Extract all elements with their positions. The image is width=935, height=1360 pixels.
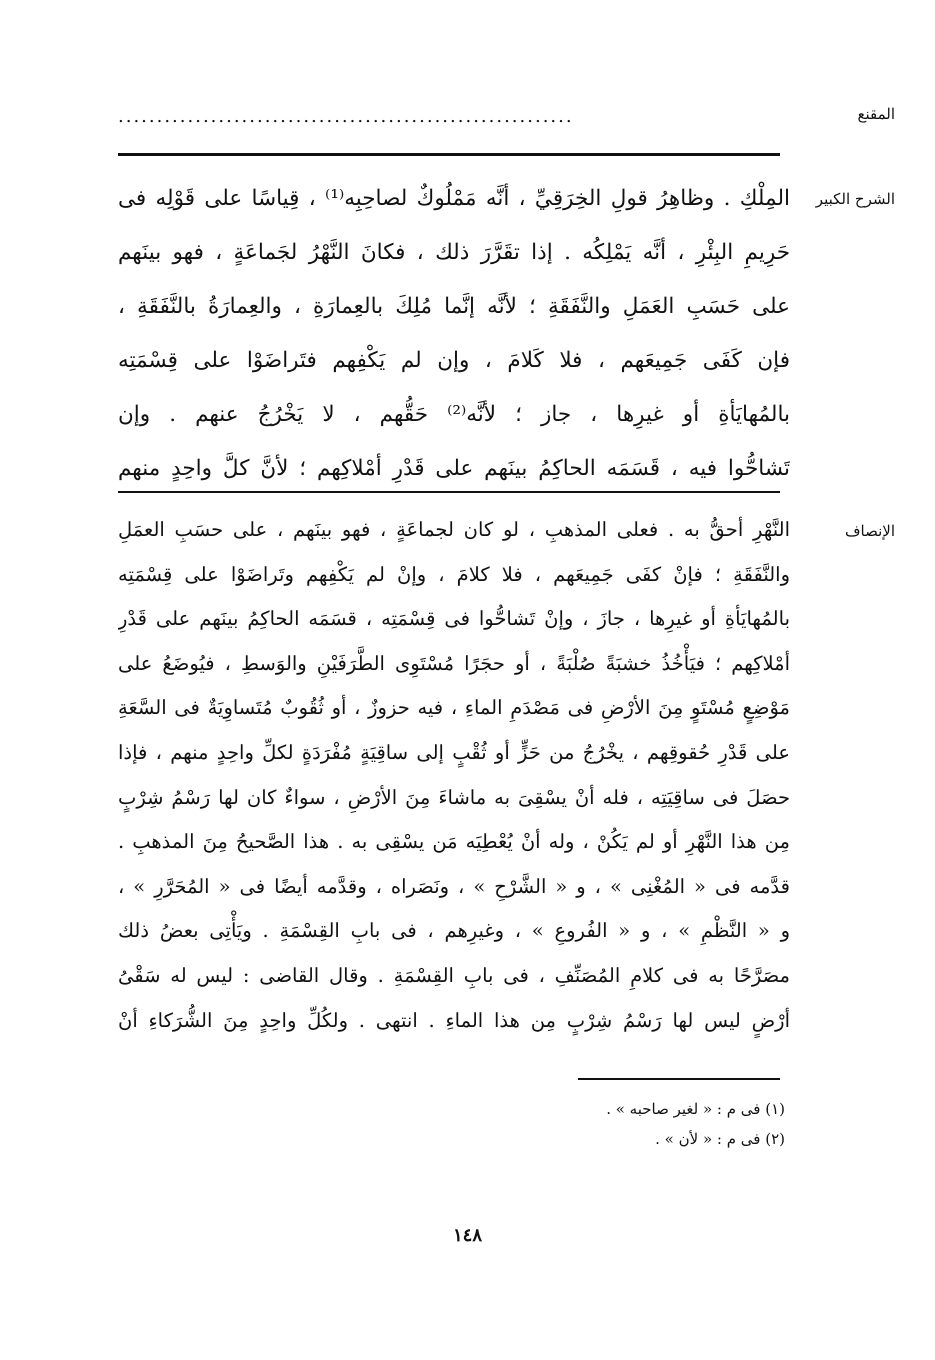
text-line: حَرِيمِ البِئْرِ ، أنَّه يَمْلِكُه . إذا تقَرَّرَ ذلك ، فكانَ النَّهْرُ لجَماعَةٍ ، فهو بينَهم <box>118 240 790 265</box>
section-label-sharh: الشرح الكبير <box>815 190 895 208</box>
section-label-insaf: الإنصاف <box>844 522 895 540</box>
text-line: مِن هذا النَّهْرِ أو لم يَكُنْ ، وله أنْ يُعْطِيَه مَن يسْقِى به . هذا الصَّحيحُ مِنَ المذهبِ . <box>118 830 790 854</box>
footnote-rule <box>578 1078 780 1080</box>
running-title: المقنع <box>857 105 895 123</box>
text-line: فإن كَفَى جَمِيعَهم ، فلا كَلامَ ، وإن لم يَكْفِهم فتَراضَوْا على قِسْمَتِه <box>118 348 790 373</box>
footnotes <box>285 1094 785 1154</box>
insaf-text-block <box>118 508 790 1043</box>
footnote: (٢) فى م : « لأن » . <box>655 1130 785 1148</box>
text-line: تَشاحُّوا فيه ، قَسَمَه الحاكِمُ بينَهم على قَدْرِ أمْلاكِهم ؛ لأنَّ كلَّ واحِدٍ منهم <box>118 456 790 481</box>
text-line: و « النَّظْمِ » ، و « الفُروعِ » ، وغيرِهم ، فى بابِ القِسْمَةِ . ويَأْتِى بعضُ ذلك <box>118 919 790 943</box>
text-line: المِلْكِ . وظاهِرُ قولِ الخِرَقِيِّ ، أنَّه مَمْلُوكٌ لصاحِبِه⁽¹⁾ ، قِياسًا على قَوْلِه فى <box>118 186 790 211</box>
text-line: بالمُهايَأةِ أو غيرِها ، جازَ ، وإنْ تَشاحُّوا فى قِسْمَتِه ، قسَمَه الحاكِمُ بينَهم على قَدْرِ <box>118 607 790 631</box>
text-line: مصَرَّحًا به فى كلامِ المُصَنِّفِ ، فى بابِ القِسْمَةِ . وقال القاضى : ليس له سَقْىُ <box>118 963 790 987</box>
text-line: حصَلَ فى ساقِيَتِه ، فله أنْ يسْقِىَ به ماشاءَ مِنَ الأرْضِ ، سواءٌ كان لها رَسْمُ شِرْبٍ <box>118 785 790 809</box>
section-divider <box>118 491 780 493</box>
text-line: بالمُهايَأةِ أو غيرِها ، جاز ؛ لأنَّه⁽²⁾ حَقُّهم ، لا يَخْرُجُ عنهم . وإن <box>118 402 790 427</box>
header-dotted-leader: ........................................................... <box>118 106 574 127</box>
text-line: أرْضٍ ليس لها رَسْمُ شِرْبٍ مِن هذا الماءِ . انتهى . ولكُلِّ واحِدٍ مِنَ الشُّرَكاءِ أنْ <box>118 1008 790 1032</box>
text-line: على حَسَبِ العَمَلِ والنَّفَقَةِ ؛ لأنَّه إنَّما مُلِكَ بالعِمارَةِ ، والعِمارَةُ بالنَّفَقَةِ ، <box>118 294 790 319</box>
sharh-text-block <box>118 172 790 496</box>
text-line: والنَّفَقَةِ ؛ فإنْ كفَى جَمِيعَهم ، فلا كلامَ ، وإنْ لم يَكْفِهم وتَراضَوْا على قِسْمَتِه <box>118 562 790 586</box>
footnote: (١) فى م : « لغير صاحبه » . <box>606 1100 785 1118</box>
header-rule <box>118 153 780 156</box>
text-line: أمْلاكِهم ؛ فيَأْخُذُ خشبَةً صُلْبَةً ، أو حجَرًا مُسْتَوِى الطَّرَفَيْنِ والوَسطِ ، فيُوضَعُ على <box>118 651 790 675</box>
page-number: ١٤٨ <box>452 1225 482 1246</box>
text-line: النَّهْرِ أحقُّ به . فعلى المذهبِ ، لو كان لجماعَةٍ ، فهو بينَهم ، على حسَبِ العمَلِ <box>118 518 790 541</box>
text-line: على قَدْرِ حُقوقِهم ، يخْرُجُ من حَزٍّ أو ثُقْبٍ إلى ساقِيَةٍ مُفْرَدَةٍ لكلِّ واحِدٍ منهم ، فإذا <box>118 740 790 764</box>
text-line: قدَّمه فى « المُغْنِى » ، و « الشَّرْحِ » ، ونَصَراه ، وقدَّمه أيضًا فى « المُحَرَّرِ » ، <box>118 874 790 898</box>
text-line: مَوْضِعٍ مُسْتَوٍ مِنَ الأرْضِ فى مَصْدَمِ الماءِ ، فيه حزوزٌ ، أو ثُقُوبٌ مُتَساوِيَةٌ فى السَّعَةِ <box>118 696 790 720</box>
